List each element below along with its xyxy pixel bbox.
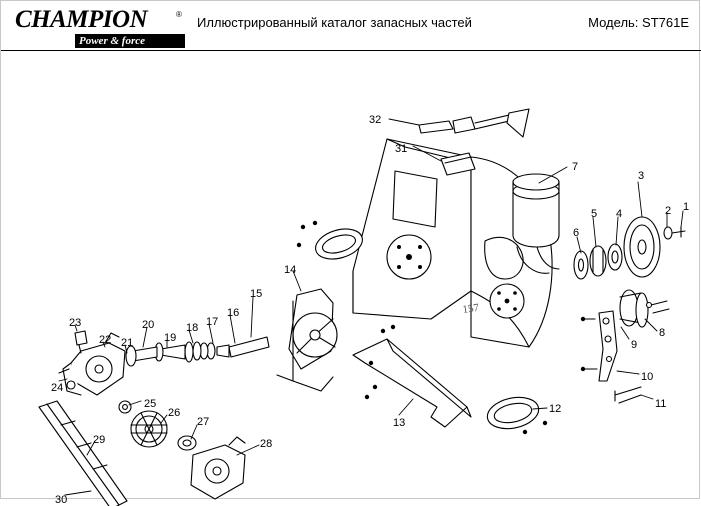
callout-22[interactable]: 22 — [99, 334, 112, 346]
brand-name: CHAMPION — [15, 6, 148, 33]
callout-19[interactable]: 19 — [164, 332, 177, 344]
callout-4[interactable]: 4 — [616, 208, 623, 220]
callout-21[interactable]: 21 — [121, 337, 134, 349]
callout-24[interactable]: 24 — [51, 382, 64, 394]
callout-3[interactable]: 3 — [638, 170, 645, 182]
callout-18[interactable]: 18 — [186, 322, 199, 334]
callout-30[interactable]: 30 — [55, 494, 68, 506]
callout-12[interactable]: 12 — [549, 403, 562, 415]
callout-11[interactable]: 11 — [655, 398, 667, 410]
callout-17[interactable]: 17 — [206, 316, 219, 328]
callout-20[interactable]: 20 — [142, 319, 155, 331]
callout-27[interactable]: 27 — [197, 416, 210, 428]
callout-29[interactable]: 29 — [93, 434, 106, 446]
callout-5[interactable]: 5 — [591, 208, 598, 220]
callout-7[interactable]: 7 — [572, 161, 579, 173]
callout-23[interactable]: 23 — [69, 317, 82, 329]
callout-31[interactable]: 31 — [395, 143, 408, 155]
diagram-artwork — [1, 51, 701, 499]
callout-25[interactable]: 25 — [144, 398, 157, 410]
callout-16[interactable]: 16 — [227, 307, 240, 319]
brand-tagline: Power & force — [79, 35, 145, 47]
callout-13[interactable]: 13 — [393, 417, 406, 429]
callout-8[interactable]: 8 — [659, 327, 666, 339]
page-title: Иллюстрированный каталог запасных частей — [197, 15, 472, 30]
callout-15[interactable]: 15 — [250, 288, 263, 300]
callout-2[interactable]: 2 — [665, 205, 672, 217]
registered-trademark-icon: ® — [176, 10, 182, 19]
callout-32[interactable]: 32 — [369, 114, 382, 126]
callout-28[interactable]: 28 — [260, 438, 273, 450]
callout-14[interactable]: 14 — [284, 264, 297, 276]
brand-logo — [15, 6, 195, 48]
exploded-parts-diagram — [1, 51, 701, 506]
part-marking: 157 — [461, 301, 480, 316]
callout-1[interactable]: 1 — [683, 201, 690, 213]
callout-6[interactable]: 6 — [573, 227, 580, 239]
model-label: Модель: ST761E — [588, 15, 689, 30]
callout-10[interactable]: 10 — [641, 371, 654, 383]
callout-26[interactable]: 26 — [168, 407, 181, 419]
callout-9[interactable]: 9 — [631, 339, 638, 351]
page-header — [1, 1, 701, 51]
